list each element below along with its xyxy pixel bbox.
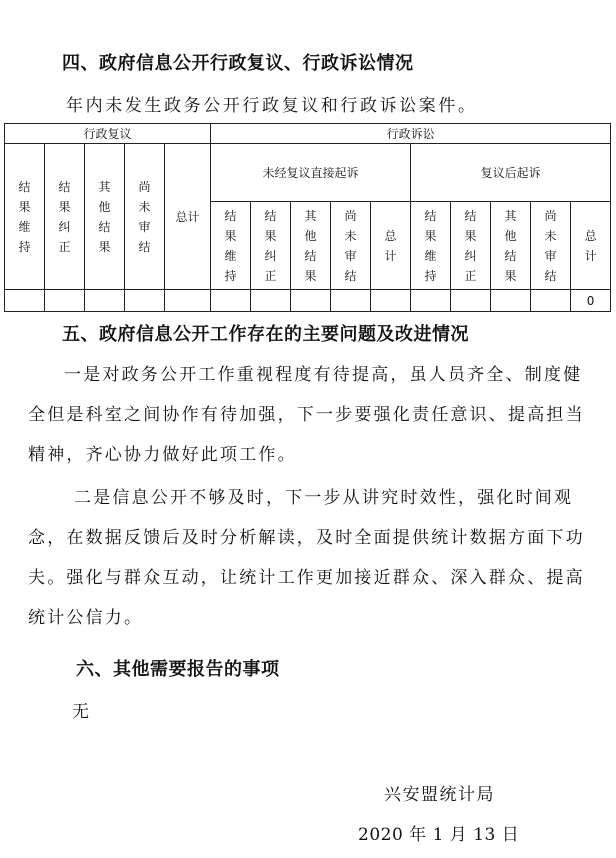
table-cell bbox=[411, 290, 451, 312]
review-pending-header: 尚未审结 bbox=[138, 179, 151, 254]
section5-paragraph-2: 二是信息公开不够及时，下一步从讲究时效性，强化时间观念，在数据反馈后及时分析解读，及时全面提供统计数据方面下功夫。强化与群众互动，让统计工作更加接近群众、深入群众、提高统计公信力。 bbox=[28, 488, 585, 628]
table-cell bbox=[291, 290, 331, 312]
section5-heading: 五、政府信息公开工作存在的主要问题及改进情况 bbox=[62, 324, 469, 345]
section5-paragraph-1: 一是对政务公开工作重视程度有待提高，虽人员齐全、制度健全但是科室之间协作有待加强，下一步要强化责任意识、提高担当精神，齐心协力做好此项工作。 bbox=[28, 365, 585, 465]
grand-total-value: 0 bbox=[571, 290, 611, 312]
table-cell bbox=[331, 290, 371, 312]
after-upheld-header: 结果维持 bbox=[424, 208, 437, 283]
direct-corrected-header: 结果纠正 bbox=[264, 208, 277, 283]
table-cell bbox=[165, 290, 211, 312]
table-cell bbox=[371, 290, 411, 312]
direct-litigation-header: 未经复议直接起诉 bbox=[211, 144, 411, 202]
after-total-header: 总计 bbox=[584, 228, 597, 263]
section6-text: 无 bbox=[72, 702, 91, 722]
table-cell bbox=[5, 290, 45, 312]
table-cell bbox=[251, 290, 291, 312]
after-review-litigation-header: 复议后起诉 bbox=[411, 144, 611, 202]
signature-org: 兴安盟统计局 bbox=[384, 785, 495, 805]
direct-upheld-header: 结果维持 bbox=[224, 208, 237, 283]
table-row bbox=[5, 290, 611, 312]
table-cell bbox=[45, 290, 85, 312]
signature-date: 2020 年 1 月 13 日 bbox=[358, 825, 520, 845]
review-upheld-header: 结果维持 bbox=[18, 179, 31, 254]
table-cell bbox=[85, 290, 125, 312]
review-total-header: 总计 bbox=[165, 144, 211, 290]
section6-heading: 六、其他需要报告的事项 bbox=[76, 659, 280, 680]
table-cell bbox=[491, 290, 531, 312]
after-other-header: 其他结果 bbox=[504, 208, 517, 283]
after-pending-header: 尚未审结 bbox=[544, 208, 557, 283]
section5-body bbox=[28, 355, 588, 638]
table-cell bbox=[125, 290, 165, 312]
admin-review-header: 行政复议 bbox=[5, 124, 211, 144]
direct-other-header: 其他结果 bbox=[304, 208, 317, 283]
table-cell bbox=[451, 290, 491, 312]
after-corrected-header: 结果纠正 bbox=[464, 208, 477, 283]
table-cell bbox=[211, 290, 251, 312]
section4-heading: 四、政府信息公开行政复议、行政诉讼情况 bbox=[62, 53, 414, 74]
admin-litigation-header: 行政诉讼 bbox=[211, 124, 611, 144]
litigation-stats-table bbox=[4, 123, 611, 312]
review-corrected-header: 结果纠正 bbox=[58, 179, 71, 254]
review-other-header: 其他结果 bbox=[98, 179, 111, 254]
table-cell bbox=[531, 290, 571, 312]
direct-pending-header: 尚未审结 bbox=[344, 208, 357, 283]
direct-total-header: 总计 bbox=[384, 228, 397, 263]
section4-text: 年内未发生政务公开行政复议和行政诉讼案件。 bbox=[66, 96, 478, 116]
